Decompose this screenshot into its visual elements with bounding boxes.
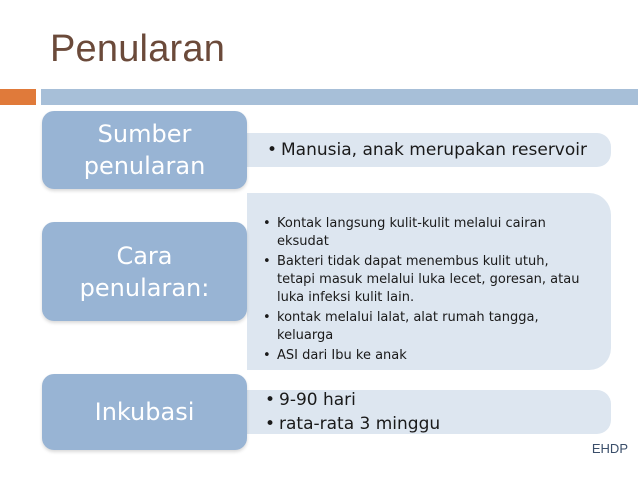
- list-item: • kontak melalui lalat, alat rumah tangga, keluarga: [261, 309, 585, 345]
- slide-title: Penularan: [50, 28, 226, 70]
- row-content-sumber: [247, 133, 611, 167]
- row-content-inkubasi: [247, 390, 611, 434]
- list-item: • ASI dari Ibu ke anak: [261, 347, 585, 365]
- label-text: Sumber penularan: [83, 120, 206, 180]
- label-text: Cara penularan:: [79, 241, 210, 302]
- footer-ehdp: EHDP: [591, 441, 628, 456]
- list-item: • Bakteri tidak dapat menembus kulit utuh, tetapi masuk melalui luka lecet, goresan, atau luka infeksi kulit lain.: [261, 253, 585, 307]
- row-content-cara: [247, 193, 611, 370]
- label-sumber-penularan: [42, 111, 247, 189]
- list-item: • 9-90 hari: [263, 388, 611, 412]
- title-rule-orange: [0, 89, 36, 105]
- list-item: • Manusia, anak merupakan reservoir: [265, 140, 587, 160]
- label-cara-penularan: [42, 222, 247, 321]
- label-inkubasi: [42, 374, 247, 450]
- list-item: • rata-rata 3 minggu: [263, 412, 611, 436]
- list-item: • Kontak langsung kulit-kulit melalui cairan eksudat: [261, 215, 585, 251]
- title-rule-blue: [41, 89, 638, 105]
- label-text: Inkubasi: [94, 398, 195, 426]
